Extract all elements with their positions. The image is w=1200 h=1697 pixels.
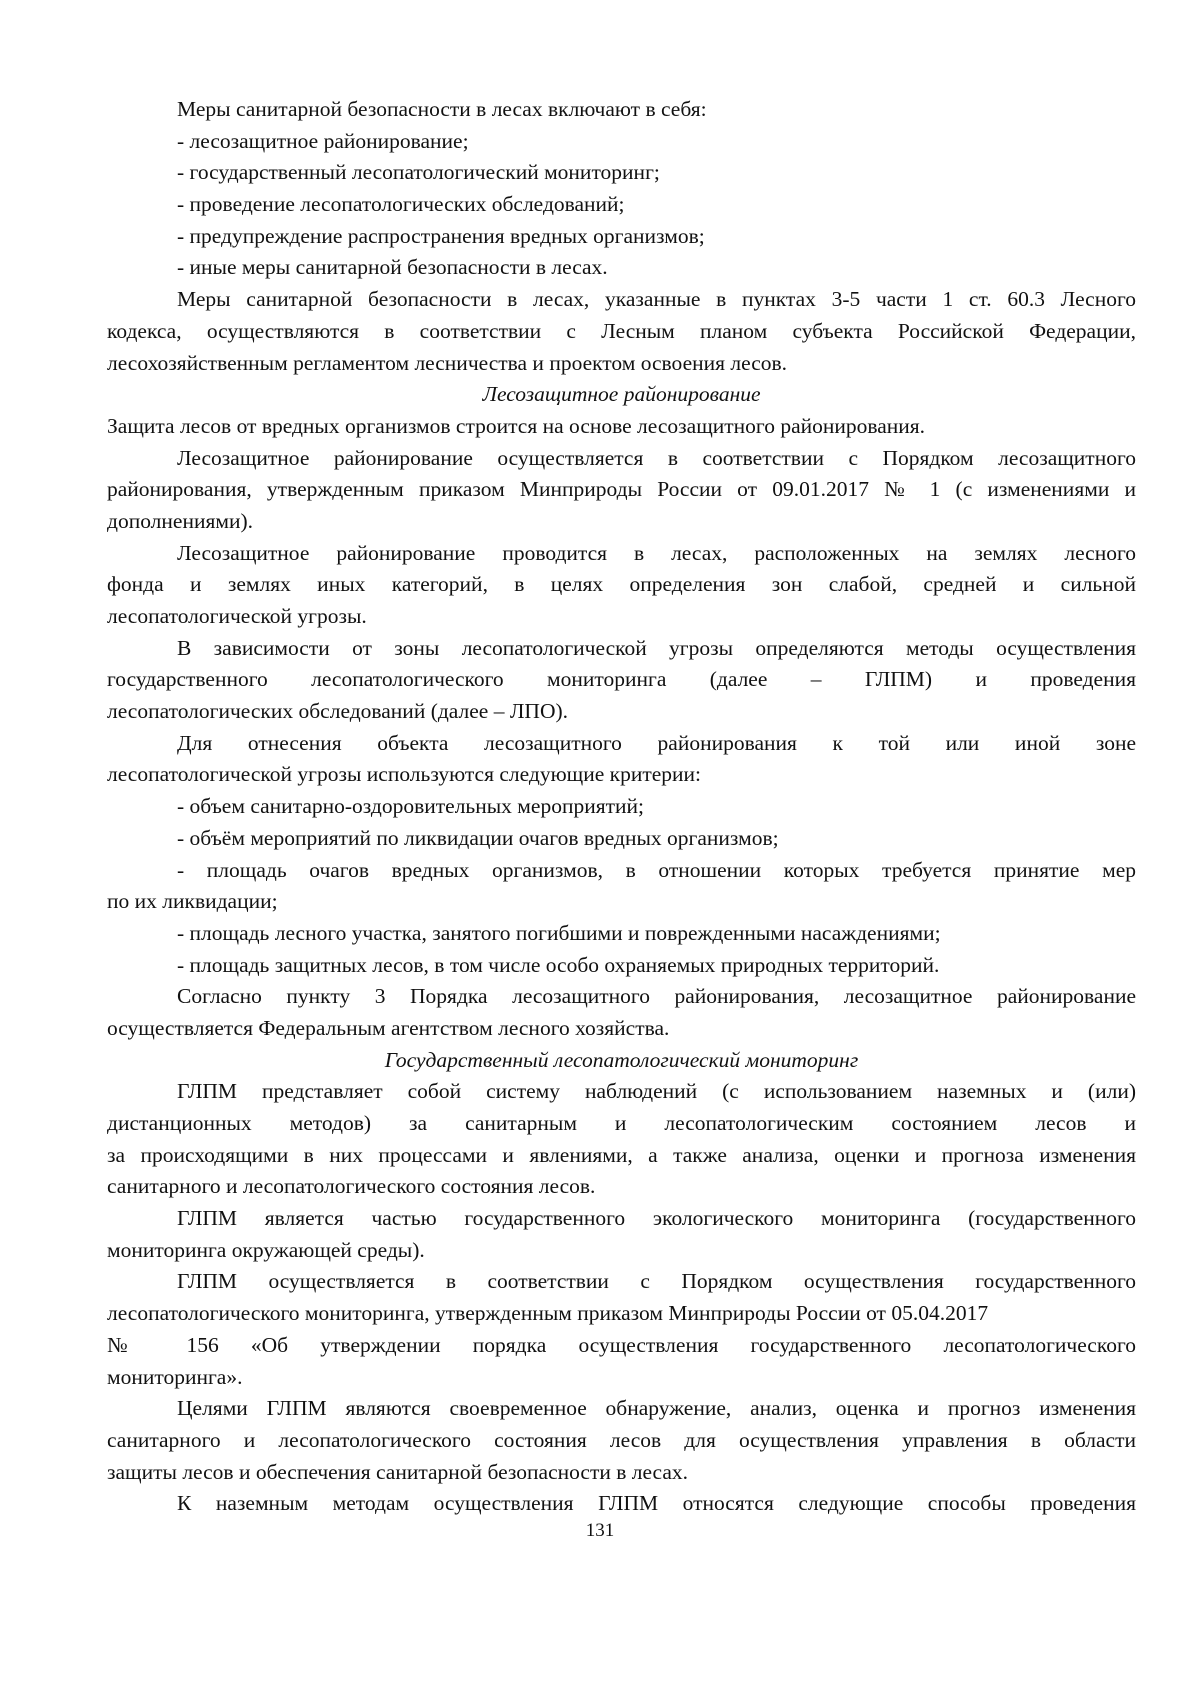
paragraph-line: по их ликвидации; [107, 889, 278, 914]
paragraph-line: Меры санитарной безопасности в лесах включают в себя: [177, 97, 707, 121]
page-number: 131 [585, 1520, 615, 1541]
document-page [107, 94, 1136, 1520]
list-item: - объем санитарно-оздоровительных мероприятий; [177, 794, 644, 819]
paragraph-line: лесохозяйственным регламентом лесничества и проектом освоения лесов. [107, 350, 788, 375]
paragraph-line: Лесозащитное районирование осуществляется в соответствии с Порядком лесозащитного [177, 445, 1136, 470]
paragraph-line: санитарного и лесопатологического состояния лесов. [107, 1174, 596, 1199]
paragraph-line: за происходящими в них процессами и явлениями, а также анализа, оценки и прогноза изменения [107, 1142, 1136, 1167]
paragraph-line: мониторинга». [107, 1364, 243, 1389]
paragraph-line: осуществляется Федеральным агентством лесного хозяйства. [107, 1015, 670, 1040]
paragraph-line: В зависимости от зоны лесопатологической угрозы определяются методы осуществления [177, 635, 1136, 660]
paragraph-line: Защита лесов от вредных организмов строится на основе лесозащитного районирования. [107, 413, 926, 438]
paragraph-line: защиты лесов и обеспечения санитарной безопасности в лесах. [107, 1459, 689, 1484]
list-item: - площадь очагов вредных организмов, в отношении которых требуется принятие мер [177, 857, 1136, 882]
list-item: - площадь лесного участка, занятого погибшими и поврежденными насаждениями; [177, 920, 941, 945]
paragraph-line: районирования, утвержденным приказом Минприроды России от 09.01.2017 № 1 (с изменениями и [107, 477, 1136, 502]
paragraph-line: Меры санитарной безопасности в лесах, указанные в пунктах 3-5 части 1 ст. 60.3 Лесного [177, 287, 1136, 312]
paragraph-line: Лесозащитное районирование проводится в лесах, расположенных на землях лесного [177, 540, 1136, 565]
paragraph-line: лесопатологических обследований (далее – ЛПО). [107, 699, 569, 724]
list-item: - объём мероприятий по ликвидации очагов вредных организмов; [177, 825, 779, 850]
paragraph-line: ГЛПМ осуществляется в соответствии с Порядком осуществления государственного [177, 1269, 1136, 1294]
paragraph-line: мониторинга окружающей среды). [107, 1237, 425, 1262]
paragraph-line: Целями ГЛПМ являются своевременное обнаружение, анализ, оценка и прогноз изменения [177, 1396, 1136, 1421]
paragraph-line: лесопатологической угрозы используются следующие критерии: [107, 762, 702, 787]
paragraph-line: дистанционных методов) за санитарным и лесопатологическим состоянием лесов и [107, 1111, 1136, 1135]
paragraph-line: дополнениями). [107, 508, 253, 533]
list-item: - площадь защитных лесов, в том числе особо охраняемых природных территорий. [177, 952, 940, 977]
list-item: - государственный лесопатологический мониторинг; [177, 160, 660, 185]
paragraph-line: лесопатологической угрозы. [107, 604, 367, 628]
paragraph-line: ГЛПМ является частью государственного экологического мониторинга (государственного [177, 1206, 1136, 1231]
list-item: - предупреждение распространения вредных организмов; [177, 223, 705, 248]
paragraph-line: Согласно пункту 3 Порядка лесозащитного районирования, лесозащитное районирование [177, 984, 1136, 1009]
paragraph-line: ГЛПМ представляет собой систему наблюдений (с использованием наземных и (или) [177, 1079, 1136, 1104]
list-item: - лесозащитное районирование; [177, 128, 469, 153]
list-item: - проведение лесопатологических обследований; [177, 192, 625, 217]
section-heading: Лесозащитное районирование [482, 382, 761, 407]
paragraph-line: государственного лесопатологического мониторинга (далее – ГЛПМ) и проведения [107, 667, 1136, 692]
list-item: - иные меры санитарной безопасности в лесах. [177, 255, 608, 280]
paragraph-line: № 156 «Об утверждении порядка осуществления государственного лесопатологического [107, 1332, 1136, 1357]
paragraph-line: фонда и землях иных категорий, в целях определения зон слабой, средней и сильной [107, 572, 1136, 597]
paragraph-line: лесопатологического мониторинга, утвержденным приказом Минприроды России от 05.04.2017 [107, 1301, 989, 1326]
paragraph-line: кодекса, осуществляются в соответствии с Лесным планом субъекта Российской Федерации, [107, 318, 1136, 343]
paragraph-line: санитарного и лесопатологического состояния лесов для осуществления управления в области [107, 1427, 1136, 1452]
paragraph-line: К наземным методам осуществления ГЛПМ относятся следующие способы проведения [177, 1491, 1136, 1516]
paragraph-line: Для отнесения объекта лесозащитного районирования к той или иной зоне [177, 730, 1136, 755]
section-heading: Государственный лесопатологический мониторинг [384, 1047, 859, 1072]
